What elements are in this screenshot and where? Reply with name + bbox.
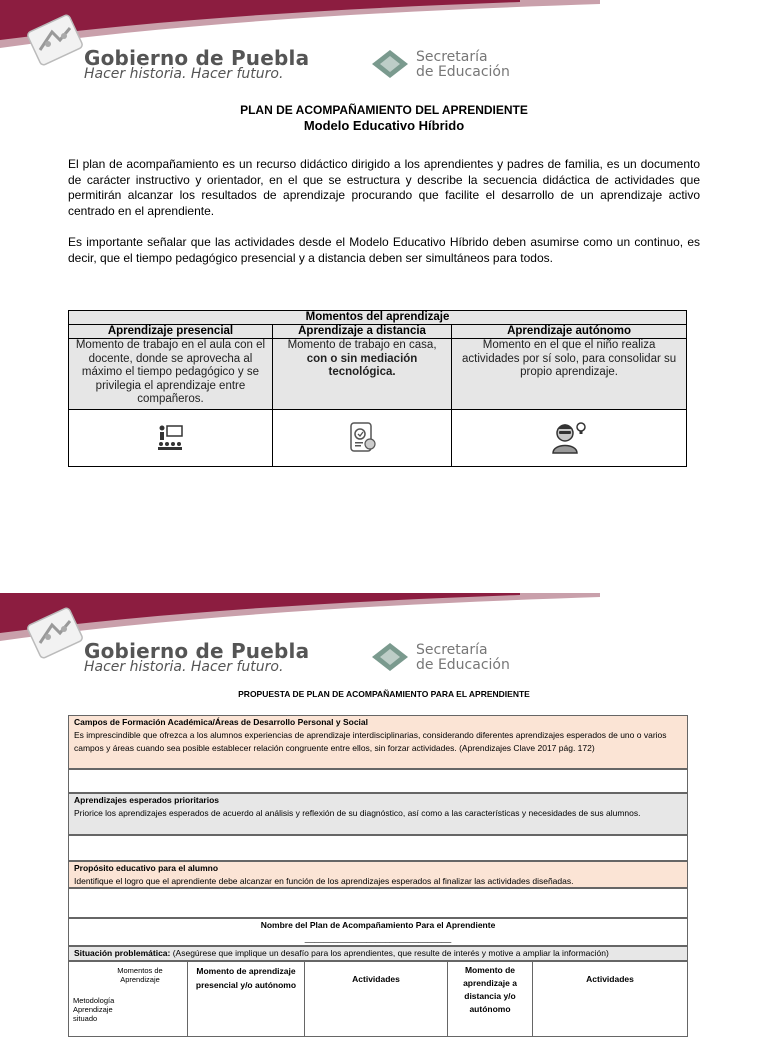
description-distancia-bold: con o sin mediación tecnológica. bbox=[306, 352, 418, 378]
student-idea-icon bbox=[549, 417, 589, 457]
aprendizajes-input-area[interactable] bbox=[68, 835, 688, 861]
importance-paragraph: Es importante señalar que las actividades desde el Modelo Educativo Híbrido deben asumirse como un continuo, es decir, que el tiempo pedagógico presencial y a distancia deben ser simultáneos para todos. bbox=[68, 235, 700, 265]
momentos-header: Momentos de Aprendizaje bbox=[117, 966, 163, 984]
description-autonomo: Momento en el que el niño realiza actividades por sí solo, para consolidar su propio aprendizaje. bbox=[452, 339, 687, 410]
aprendizajes-section bbox=[68, 793, 688, 835]
proposito-title: Propósito educativo para el alumno bbox=[74, 863, 219, 873]
column-title-distancia: Aprendizaje a distancia bbox=[272, 325, 451, 339]
actividades-header-2: Actividades bbox=[533, 962, 688, 1037]
campos-input-area[interactable] bbox=[68, 769, 688, 793]
plan-name-section[interactable] bbox=[68, 918, 688, 946]
learning-moments-heading: Momentos del aprendizaje bbox=[69, 311, 687, 325]
icon-cell-autonomo bbox=[452, 410, 687, 467]
momentos-header-cell bbox=[69, 962, 188, 1037]
situacion-text: (Asegúrese que implique un desafío para los aprendientes, que resulte de interés y motive a ampliar la información) bbox=[170, 948, 609, 958]
proposito-text: Identifique el logro que el aprendiente debe alcanzar en función de los aprendizajes esperados al finalizar las actividades diseñadas. bbox=[74, 876, 574, 886]
presencial-header: Momento de aprendizaje presencial y/o autónomo bbox=[188, 962, 305, 1037]
aprendizajes-title: Aprendizajes esperados prioritarios bbox=[74, 795, 220, 805]
sep-name-line2: de Educación bbox=[416, 64, 510, 80]
plan-name-line: _______________________________ bbox=[304, 933, 452, 943]
sep-name-line2: de Educación bbox=[416, 657, 510, 673]
government-slogan: Hacer historia. Hacer futuro. bbox=[84, 66, 284, 82]
page-gap bbox=[0, 560, 768, 593]
learning-moments-table bbox=[68, 310, 687, 467]
government-name: Gobierno de Puebla bbox=[84, 639, 310, 663]
proposito-section bbox=[68, 861, 688, 888]
document-subtitle: Modelo Educativo Híbrido bbox=[303, 118, 465, 133]
proposito-input-area[interactable] bbox=[68, 888, 688, 918]
column-title-autonomo: Aprendizaje autónomo bbox=[452, 325, 687, 339]
header-color-band bbox=[0, 0, 768, 50]
description-distancia-text: Momento de trabajo en casa, bbox=[287, 339, 437, 351]
classroom-teacher-icon bbox=[155, 422, 185, 452]
document-title: PLAN DE ACOMPAÑAMIENTO DEL APRENDIENTE bbox=[240, 103, 528, 117]
page-header bbox=[0, 0, 768, 100]
header-color-band bbox=[0, 593, 768, 643]
situacion-label: Situación problemática: bbox=[74, 948, 171, 958]
sep-logo-icon bbox=[372, 643, 408, 671]
sep-name-line1: Secretaría bbox=[416, 642, 488, 658]
page-header-2 bbox=[0, 593, 768, 693]
situacion-section bbox=[68, 946, 688, 961]
tablet-learning-icon bbox=[345, 420, 379, 454]
icon-cell-presencial bbox=[69, 410, 273, 467]
sep-name-line1: Secretaría bbox=[416, 49, 488, 65]
aprendizajes-text: Priorice los aprendizajes esperados de acuerdo al análisis y reflexión de su diagnóstico, así como a las características y necesidades de sus alumnos. bbox=[74, 808, 641, 818]
icon-cell-distancia bbox=[272, 410, 451, 467]
plan-name-label: Nombre del Plan de Acompañamiento Para el Aprendiente bbox=[260, 920, 496, 930]
proposal-title: PROPUESTA DE PLAN DE ACOMPAÑAMIENTO PARA EL APRENDIENTE bbox=[238, 689, 530, 699]
description-presencial: Momento de trabajo en el aula con el docente, donde se aprovecha al máximo el tiempo pedagógico y se privilegia el aprendizaje entre compañeros. bbox=[69, 339, 273, 410]
government-slogan: Hacer historia. Hacer futuro. bbox=[84, 659, 284, 675]
intro-paragraph: El plan de acompañamiento es un recurso didáctico dirigido a los aprendientes y padres de familia, es un documento de carácter instructivo y orientador, en el que se estructura y describe la secuencia didáctica de actividades que permitirán alcanzar los resultados de aprendizaje procurando que facilite el desarrollo de un aprendizaje activo centrado en el aprendiente. bbox=[68, 157, 700, 218]
document-page-2 bbox=[0, 593, 768, 1024]
distancia-header: Momento de aprendizaje a distancia y/o autónomo bbox=[448, 962, 533, 1037]
activities-grid bbox=[68, 961, 688, 1037]
campos-title: Campos de Formación Académica/Áreas de Desarrollo Personal y Social bbox=[74, 717, 368, 727]
campos-section bbox=[68, 715, 688, 769]
actividades-header-1: Actividades bbox=[305, 962, 448, 1037]
description-distancia bbox=[272, 339, 451, 410]
column-title-presencial: Aprendizaje presencial bbox=[69, 325, 273, 339]
campos-text: Es imprescindible que ofrezca a los alumnos experiencias de aprendizaje interdisciplinarias, considerando diferentes aprendizajes esperados de uno o varios campos y áreas cuando sea posible establecer relación congruente entre ellos, sin forzar actividades. (Aprendizajes Clave 2017 pág. 172) bbox=[74, 730, 667, 753]
sep-logo-icon bbox=[372, 50, 408, 78]
metodologia-header: Metodología Aprendizaje situado bbox=[73, 996, 115, 1023]
government-name: Gobierno de Puebla bbox=[84, 46, 310, 70]
